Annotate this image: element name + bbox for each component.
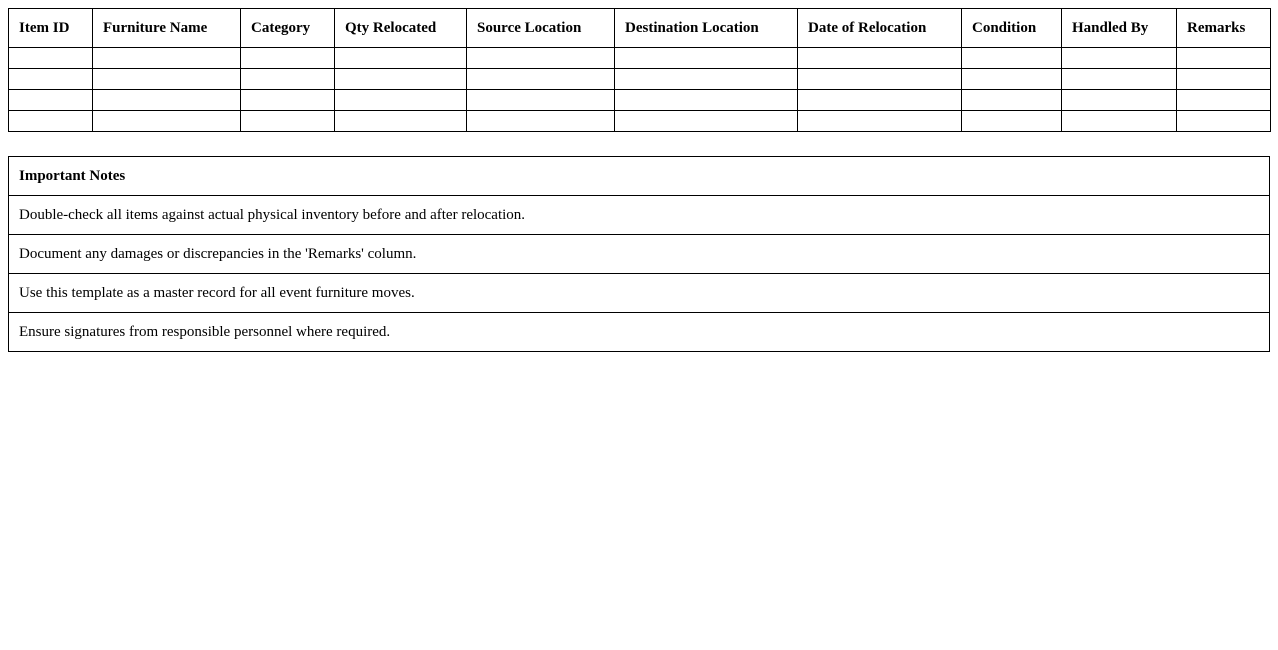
table-cell[interactable] [962,111,1062,132]
notes-title: Important Notes [9,157,1270,196]
table-cell[interactable] [93,111,241,132]
table-cell[interactable] [467,111,615,132]
table-cell[interactable] [9,111,93,132]
table-cell[interactable] [615,111,798,132]
table-cell[interactable] [93,48,241,69]
note-item: Double-check all items against actual physical inventory before and after relocation. [9,196,1270,235]
note-item: Document any damages or discrepancies in the 'Remarks' column. [9,235,1270,274]
header-item-id: Item ID [9,9,93,48]
important-notes-table [8,156,1270,352]
note-item: Ensure signatures from responsible personnel where required. [9,313,1270,352]
table-cell[interactable] [241,48,335,69]
notes-header-row [9,157,1270,196]
notes-row [9,274,1270,313]
table-cell[interactable] [467,90,615,111]
notes-row [9,235,1270,274]
table-cell[interactable] [798,111,962,132]
table-cell[interactable] [241,111,335,132]
table-cell[interactable] [962,90,1062,111]
table-cell[interactable] [615,90,798,111]
table-cell[interactable] [467,69,615,90]
table-row [9,69,1271,90]
note-item: Use this template as a master record for all event furniture moves. [9,274,1270,313]
table-cell[interactable] [9,69,93,90]
table-cell[interactable] [1177,69,1271,90]
header-condition: Condition [962,9,1062,48]
table-cell[interactable] [335,111,467,132]
table-cell[interactable] [1062,69,1177,90]
table-cell[interactable] [1062,111,1177,132]
furniture-relocation-table [8,8,1271,132]
notes-row [9,313,1270,352]
header-date-of-relocation: Date of Relocation [798,9,962,48]
header-remarks: Remarks [1177,9,1271,48]
table-cell[interactable] [798,69,962,90]
table-cell[interactable] [1177,90,1271,111]
table-header-row [9,9,1271,48]
table-cell[interactable] [1062,48,1177,69]
table-cell[interactable] [93,90,241,111]
table-cell[interactable] [1177,111,1271,132]
table-cell[interactable] [615,48,798,69]
table-cell[interactable] [9,48,93,69]
table-cell[interactable] [467,48,615,69]
header-handled-by: Handled By [1062,9,1177,48]
table-row [9,111,1271,132]
table-cell[interactable] [962,69,1062,90]
table-cell[interactable] [335,90,467,111]
header-destination-location: Destination Location [615,9,798,48]
table-row [9,90,1271,111]
table-cell[interactable] [335,48,467,69]
header-source-location: Source Location [467,9,615,48]
table-cell[interactable] [1177,48,1271,69]
table-row [9,48,1271,69]
table-cell[interactable] [93,69,241,90]
table-cell[interactable] [335,69,467,90]
table-cell[interactable] [798,90,962,111]
header-furniture-name: Furniture Name [93,9,241,48]
header-qty-relocated: Qty Relocated [335,9,467,48]
table-cell[interactable] [962,48,1062,69]
table-cell[interactable] [1062,90,1177,111]
table-cell[interactable] [9,90,93,111]
notes-row [9,196,1270,235]
table-cell[interactable] [615,69,798,90]
header-category: Category [241,9,335,48]
table-cell[interactable] [798,48,962,69]
table-cell[interactable] [241,90,335,111]
table-cell[interactable] [241,69,335,90]
